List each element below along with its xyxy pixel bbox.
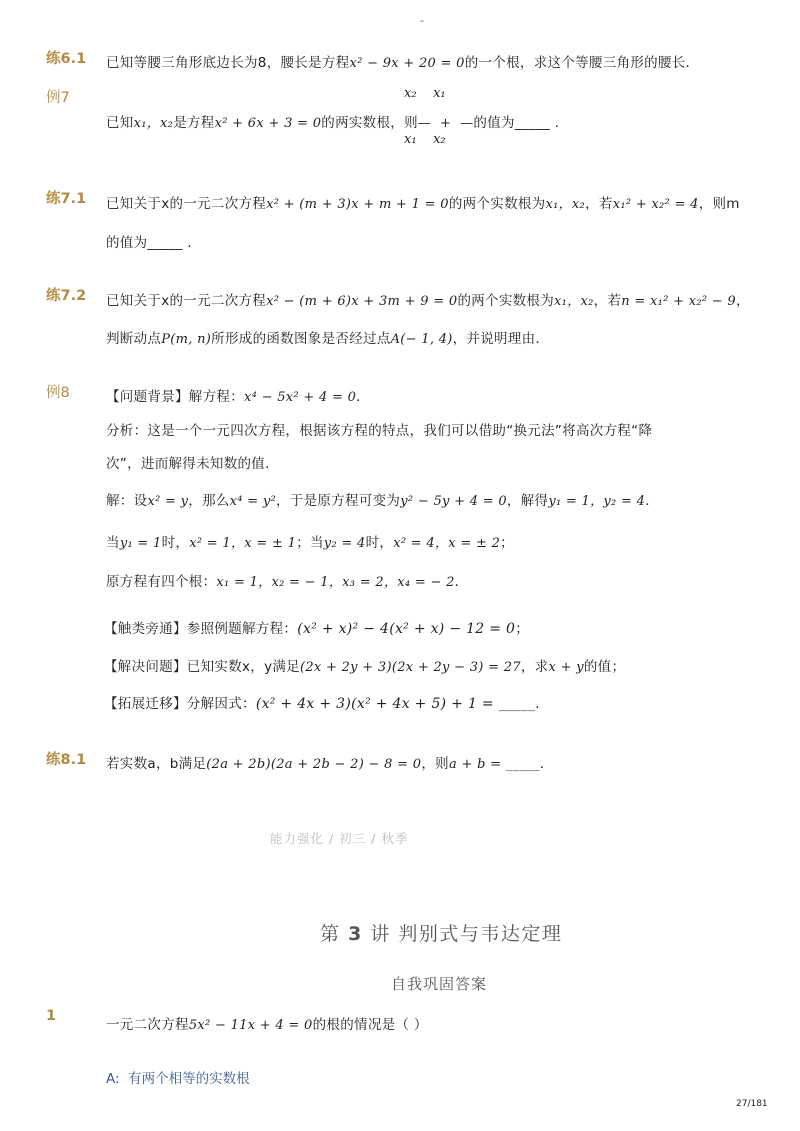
example-label: 例7 <box>46 90 70 106</box>
solution-line2: 当y₁ = 1时，x² = 1，x = ± 1；当y₂ = 4时，x² = 4，x = ± 2； <box>106 535 514 551</box>
analysis-line2: 次”，进而解得未知数的值． <box>106 456 279 472</box>
problem-7-2-text: 已知关于x的一元二次方程x² − (m + 6)x + 3m + 9 = 0的两个实数根为x₁，x₂，若n = x₁² + x₂² − 9， <box>106 293 750 309</box>
section-subtitle: 自我巩固答案 <box>391 975 488 993</box>
problem-7-1-line2: 的值为_____ . <box>106 235 192 251</box>
solve-task: 【解决问题】已知实数x，y满足(2x + 2y + 3)(2x + 2y − 3) = 27，求x + y的值； <box>104 659 626 675</box>
chapter-title: 第 3 讲 判别式与韦达定理 <box>320 923 563 945</box>
problem-label: 练8.1 <box>46 752 87 768</box>
problem-label: 练7.1 <box>46 191 87 207</box>
top-mark: - <box>420 14 424 27</box>
problem-label: 练7.2 <box>46 288 87 304</box>
problem-background: 【问题背景】解方程：x⁴ − 5x² + 4 = 0． <box>106 389 370 405</box>
example-7-text: 已知x₁，x₂是方程x² + 6x + 3 = 0的两实数根，则— + —的值为_____ . <box>106 115 560 131</box>
fraction-denominators: x₁ x₂ <box>404 132 446 147</box>
page-number: 27/181 <box>736 1099 768 1109</box>
solution-line1: 解：设x² = y，那么x⁴ = y²，于是原方程可变为y² − 5y + 4 = 0，解得y₁ = 1，y₂ = 4． <box>106 493 660 509</box>
example-label: 例8 <box>46 385 70 401</box>
problem-6-1-text: 已知等腰三角形底边长为8，腰长是方程x² − 9x + 20 = 0的一个根，求这个等腰三角形的腰长． <box>106 55 700 71</box>
breadcrumb: 能力强化 / 初三 / 秋季 <box>270 831 409 846</box>
problem-7-2-line2: 判断动点P(m, n)所形成的函数图象是否经过点A(− 1, 4)，并说明理由． <box>106 331 550 347</box>
extension-task: 【拓展迁移】分解因式：(x² + 4x + 3)(x² + 4x + 5) + 1 = _____． <box>104 696 550 712</box>
solution-line3: 原方程有四个根：x₁ = 1，x₂ = − 1，x₃ = 2，x₄ = − 2． <box>106 574 469 590</box>
problem-7-1-text: 已知关于x的一元二次方程x² + (m + 3)x + m + 1 = 0的两个实数根为x₁，x₂，若x₁² + x₂² = 4，则m <box>106 196 740 212</box>
option-a: A: 有两个相等的实数根 <box>106 1071 250 1087</box>
problem-label: 练6.1 <box>46 51 87 67</box>
analogy-task: 【触类旁通】参照例题解方程：(x² + x)² − 4(x² + x) − 12 = 0； <box>104 621 530 637</box>
question-1-text: 一元二次方程5x² − 11x + 4 = 0的根的情况是（ ） <box>106 1017 428 1033</box>
analysis-line1: 分析：这是一个一元四次方程，根据该方程的特点，我们可以借助“换元法”将高次方程“降 <box>106 423 653 439</box>
question-number: 1 <box>46 1008 57 1024</box>
problem-8-1-text: 若实数a，b满足(2a + 2b)(2a + 2b − 2) − 8 = 0，则a + b = _____． <box>106 756 554 772</box>
fraction-numerators: x₂ x₁ <box>404 86 446 101</box>
